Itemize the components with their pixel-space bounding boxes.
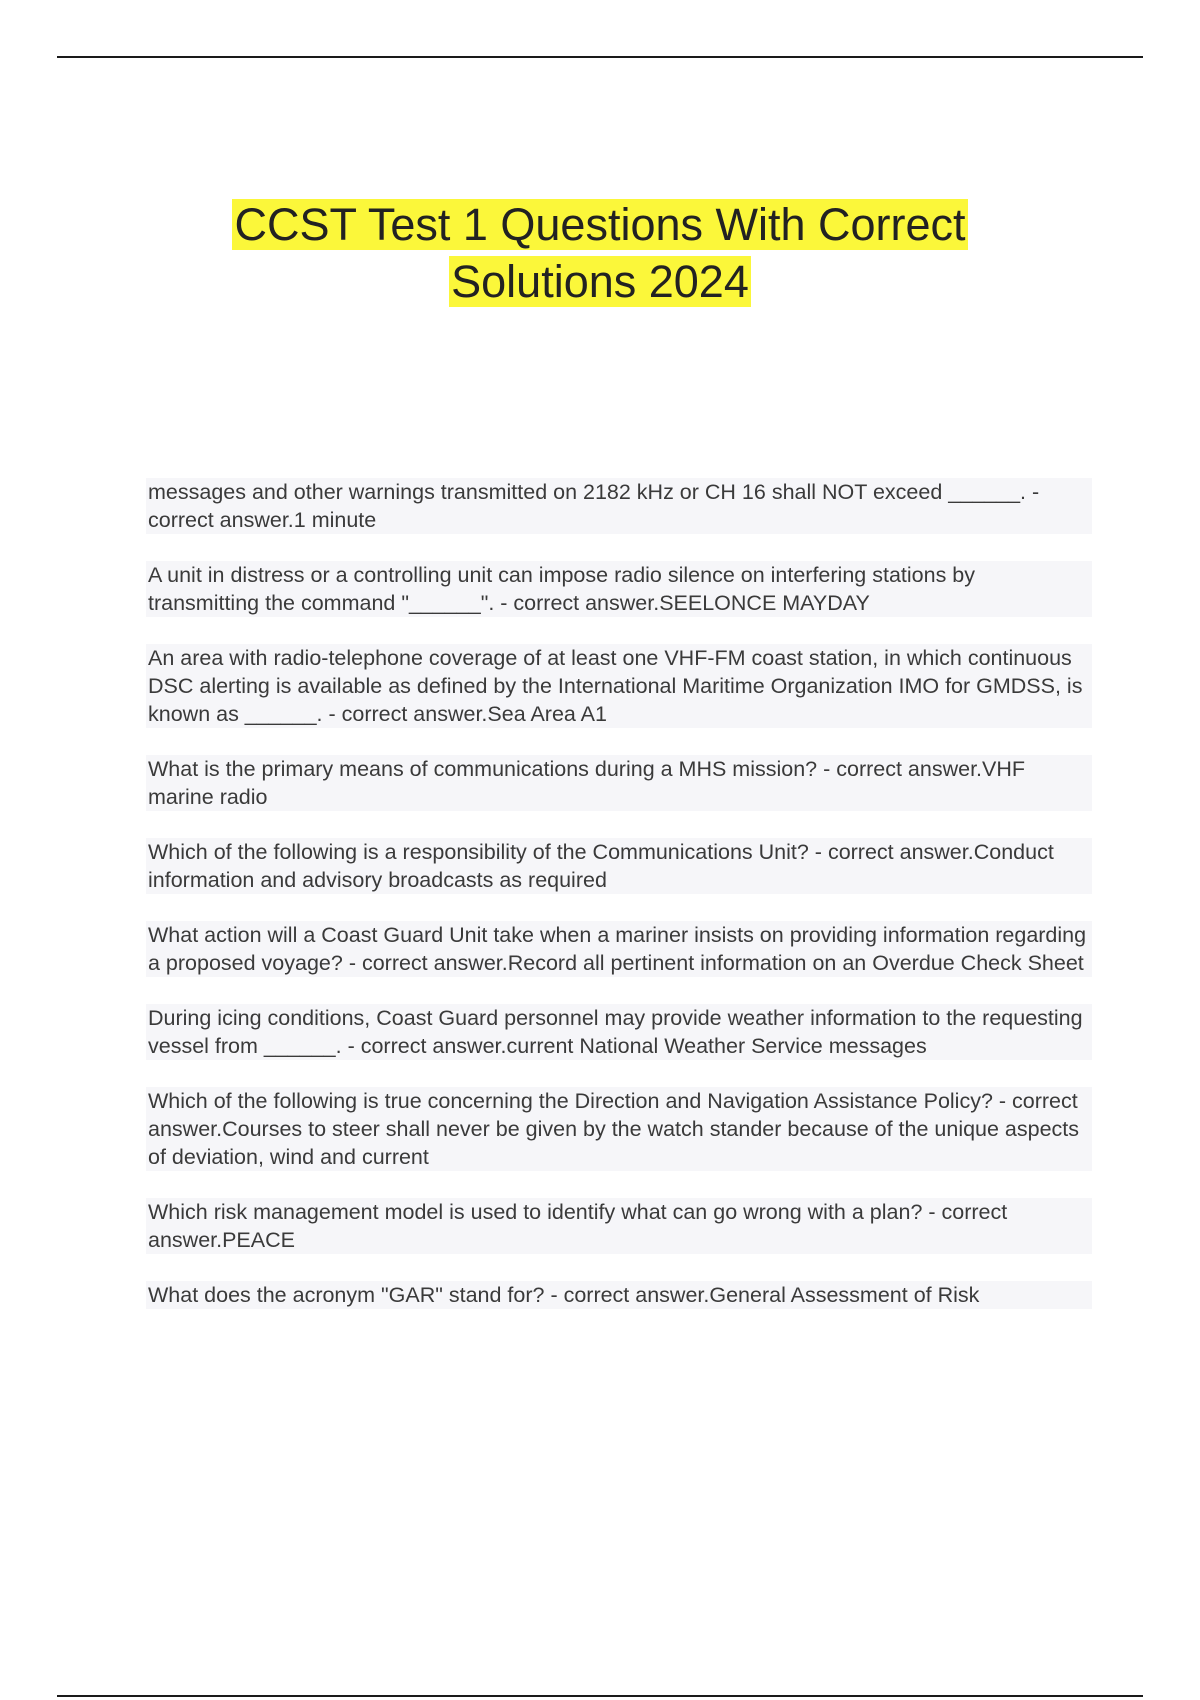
top-rule xyxy=(57,56,1143,58)
title-line-2: Solutions 2024 xyxy=(451,256,749,307)
qa-item-5: Which of the following is a responsibility of the Communications Unit? - correct answer.Conduct information and advisory broadcasts as required xyxy=(146,838,1092,894)
qa-item-9: Which risk management model is used to identify what can go wrong with a plan? - correct answer.PEACE xyxy=(146,1198,1092,1254)
qa-item-2: A unit in distress or a controlling unit can impose radio silence on interfering stations by transmitting the command "______". - correct answer.SEELONCE MAYDAY xyxy=(146,561,1092,617)
qa-item-8: Which of the following is true concerning the Direction and Navigation Assistance Policy? - correct answer.Courses to steer shall never be given by the watch stander because of the unique aspects of deviation, wind and current xyxy=(146,1087,1092,1171)
qa-item-6: What action will a Coast Guard Unit take when a mariner insists on providing information regarding a proposed voyage? - correct answer.Record all pertinent information on an Overdue Check Sheet xyxy=(146,921,1092,977)
qa-item-3: An area with radio-telephone coverage of at least one VHF-FM coast station, in which continuous DSC alerting is available as defined by the International Maritime Organization IMO for GMDSS, is known as ______. - correct answer.Sea Area A1 xyxy=(146,644,1092,728)
title-line-1: CCST Test 1 Questions With Correct xyxy=(234,199,966,250)
bottom-rule xyxy=(57,1695,1143,1697)
document-title xyxy=(100,196,1100,310)
qa-item-7: During icing conditions, Coast Guard personnel may provide weather information to the requesting vessel from ______. - correct answer.current National Weather Service messages xyxy=(146,1004,1092,1060)
qa-item-4: What is the primary means of communications during a MHS mission? - correct answer.VHF marine radio xyxy=(146,755,1092,811)
qa-list xyxy=(146,478,1092,1336)
qa-item-1: messages and other warnings transmitted on 2182 kHz or CH 16 shall NOT exceed ______. - correct answer.1 minute xyxy=(146,478,1092,534)
qa-item-10: What does the acronym "GAR" stand for? - correct answer.General Assessment of Risk xyxy=(146,1281,1092,1309)
